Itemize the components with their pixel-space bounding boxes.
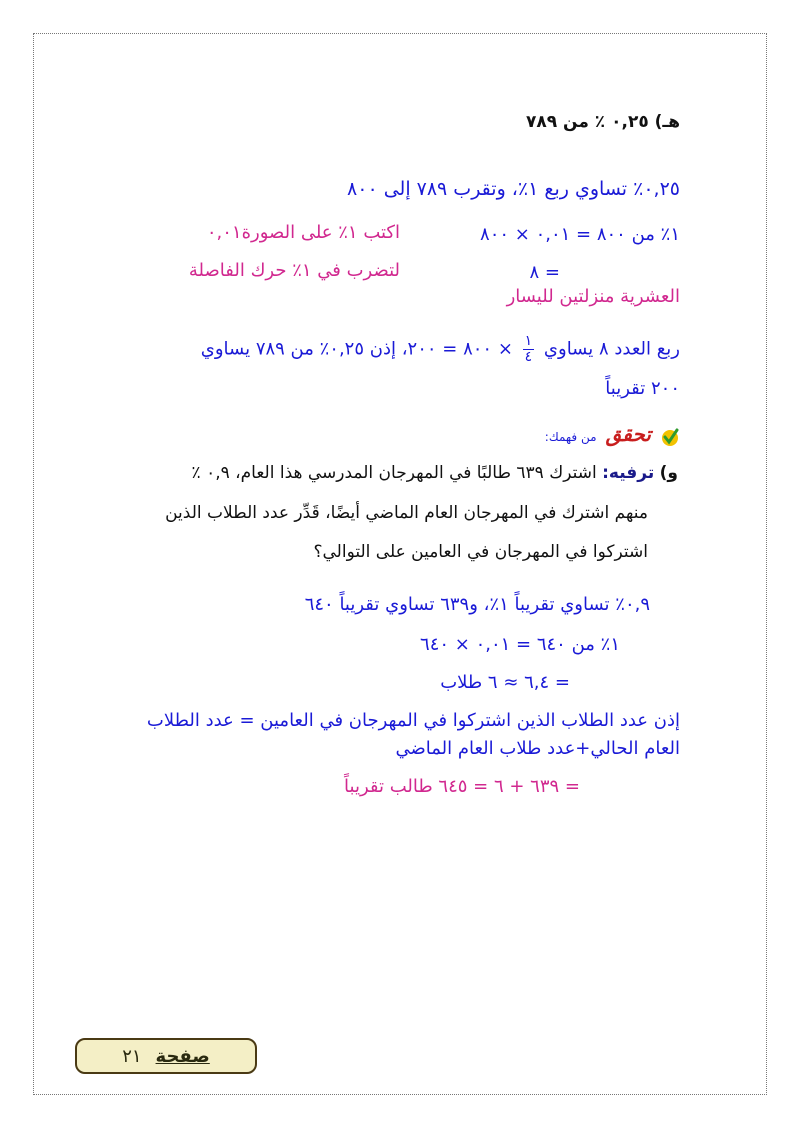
solution-f-line4: إذن عدد الطلاب الذين اشتركوا في المهرجان في العامين = عدد الطلاب [146,710,680,731]
page-label: صفحة [155,1045,210,1067]
solution-e-line3-note: لتضرب في ١٪ حرك الفاصلة [188,260,400,281]
problem-f-line2: منهم اشترك في المهرجان العام الماضي أيضًا، قَدِّر عدد الطلاب الذين [165,503,648,523]
solution-f-line5: العام الحالي+عدد طلاب العام الماضي [395,738,680,759]
solution-e-line5-start: ربع العدد ٨ يساوي [543,338,680,360]
fraction-denominator: ٤ [524,349,533,365]
solution-e-line6: ٢٠٠ تقريباً [605,378,680,399]
solution-f-line2: ١٪ من ٦٤٠ = ٠,٠١ × ٦٤٠ [420,634,620,655]
solution-e-line5-end: × ٨٠٠ = ٢٠٠، إذن ٠,٢٥٪ من ٧٨٩ يساوي [200,338,513,360]
page-number: ٢١ [122,1045,142,1067]
check-understanding-header [545,422,680,447]
problem-f-keyword: ترفيه: [602,463,655,483]
fraction-numerator: ١ [524,333,533,349]
solution-f-line1: ٠,٩٪ تساوي تقريباً ١٪، و٦٣٩ تساوي تقريباً ٦٤٠ [304,594,650,615]
solution-e-line5 [201,334,680,365]
solution-f-line6: = ٦٣٩ + ٦ = ٦٤٥ طالب تقريباً [344,776,580,797]
solution-e-line2-note: اكتب ١٪ على الصورة٠,٠١ [206,222,400,243]
problem-f-line1 [192,463,678,483]
problem-e-text: ٠,٢٥ ٪ من ٧٨٩ [526,112,649,132]
solution-e-line4-note: العشرية منزلتين لليسار [506,286,680,307]
problem-f-label: و) [659,463,678,483]
check-subtitle: من فهمك: [544,430,597,444]
problem-f-text1: اشترك ٦٣٩ طالبًا في المهرجان المدرسي هذا العام، ٠,٩ ٪ [191,463,597,483]
solution-f-line3: = ٦,٤ ≈ ٦ طلاب [440,672,570,693]
solution-e-line3-calc: = ٨ [529,262,560,283]
problem-e-label: هـ) [654,112,680,132]
check-title: تحقق [605,422,651,446]
solution-e-line1: ٠,٢٥٪ تساوي ربع ١٪، وتقرب ٧٨٩ إلى ٨٠٠ [347,178,680,200]
fraction-one-quarter [523,334,535,365]
page-number-box [75,1038,257,1074]
problem-f-line3: اشتركوا في المهرجان في العامين على التوالي؟ [313,542,648,562]
checkmark-icon [660,427,680,447]
solution-e-line2-calc: ١٪ من ٨٠٠ = ٠,٠١ × ٨٠٠ [480,224,680,245]
problem-e [526,112,680,132]
